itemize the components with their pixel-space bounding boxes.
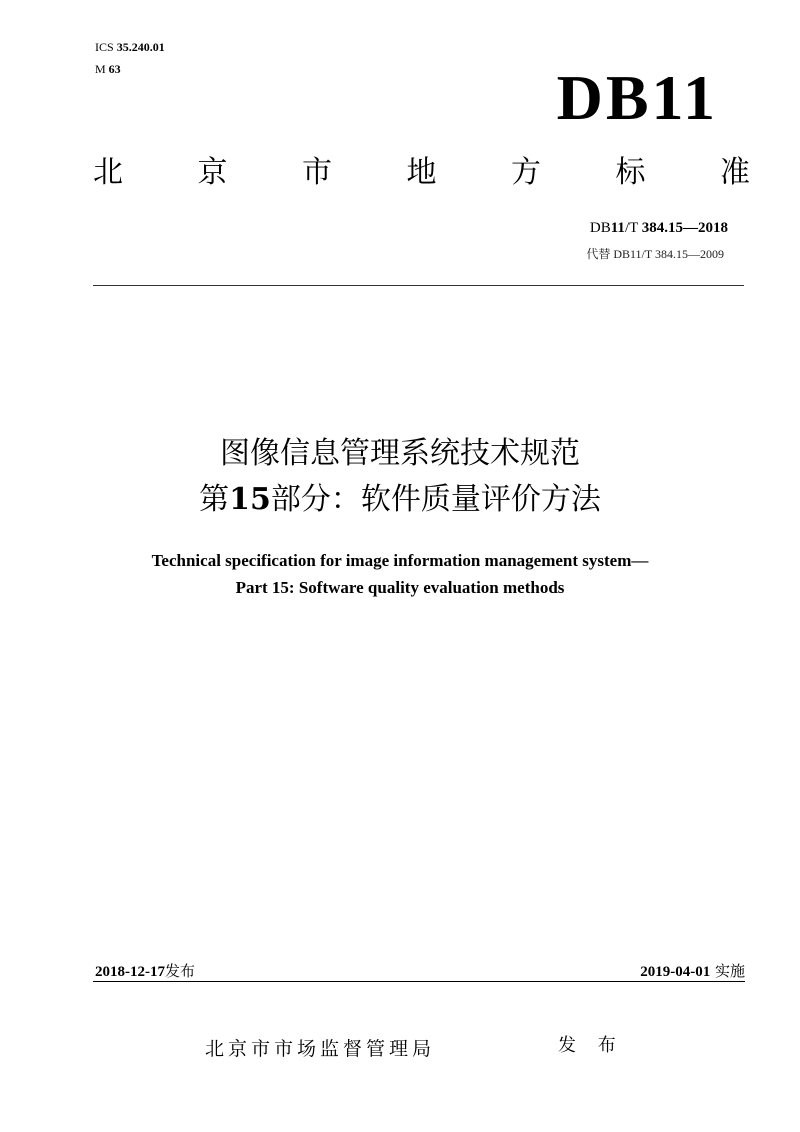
publisher: 北京市市场监督管理局 <box>205 1038 436 1060</box>
title-chinese-line2 <box>0 482 800 518</box>
standard-type-char: 地 <box>406 155 437 190</box>
ics-label: ICS <box>95 40 114 54</box>
ics-code <box>95 40 165 55</box>
standard-type-char: 标 <box>615 155 646 190</box>
implement-date-block <box>640 960 745 981</box>
implement-date: 2019-04-01 <box>640 964 711 980</box>
standard-type-char: 京 <box>197 155 228 190</box>
standard-type-char: 准 <box>720 155 750 190</box>
title-chinese-line1: 图像信息管理系统技术规范 <box>220 436 580 471</box>
issue-label: 发布 <box>165 962 196 980</box>
std-slash: /T <box>624 220 638 236</box>
implement-label: 实施 <box>714 962 745 980</box>
category-value: 63 <box>108 62 121 76</box>
ics-value: 35.240.01 <box>116 40 165 54</box>
title-english-line2: Part 15: Software quality evaluation methods <box>235 578 565 597</box>
standard-type-char: 北 <box>93 155 123 190</box>
standard-type <box>93 155 750 190</box>
std-prefix: DB <box>589 220 611 236</box>
standard-type-char: 方 <box>511 155 541 190</box>
db-logo: DB11 <box>556 62 718 133</box>
category-label: M <box>95 62 106 76</box>
standard-type-char: 市 <box>302 155 332 190</box>
date-divider <box>93 981 745 982</box>
title-english-line1: Technical specification for image information management system— <box>151 551 649 570</box>
issue-date: 2018-12-17 <box>95 964 165 980</box>
std-region: 11 <box>610 220 625 236</box>
publish-label: 发 布 <box>558 1035 624 1056</box>
std-number-value: 384.15—2018 <box>641 220 728 236</box>
issue-date-block <box>95 960 195 981</box>
title-part-name: 部分：软件质量评价方法 <box>270 482 601 517</box>
category-code <box>95 62 121 77</box>
standard-number <box>590 220 728 237</box>
replaces-note: 代替 DB11/T 384.15—2009 <box>586 247 724 261</box>
header-divider <box>93 285 744 286</box>
title-part-prefix: 第 <box>199 482 230 517</box>
date-row <box>95 960 745 981</box>
title-part-number: 15 <box>229 482 271 517</box>
